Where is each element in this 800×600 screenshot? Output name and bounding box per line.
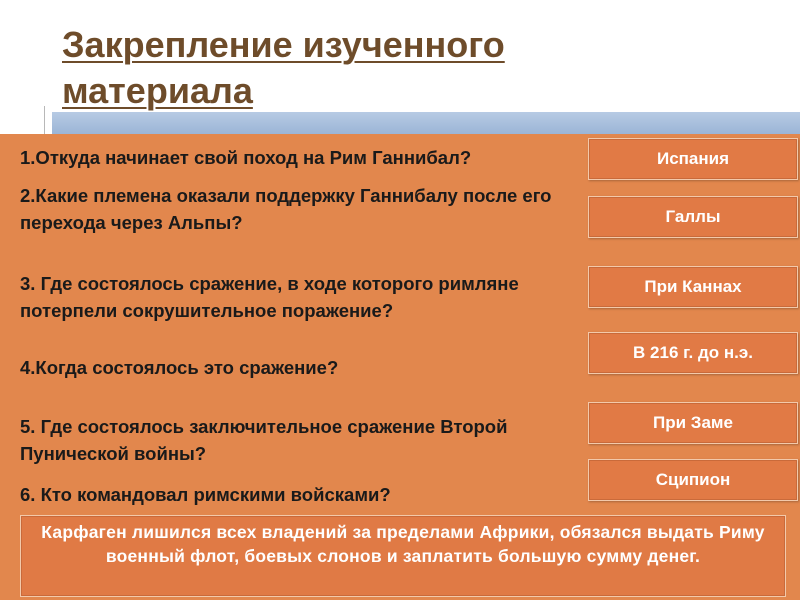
question-5-line-2: Пунической войны? [20,443,207,464]
answer-button-3[interactable]: При Каннах [588,266,798,308]
question-6: 6. Кто командовал римскими войсками? [20,484,391,505]
answer-button-5[interactable]: При Заме [588,402,798,444]
answer-button-1[interactable]: Испания [588,138,798,180]
summary-box[interactable]: Карфаген лишился всех владений за пределами Африки, обязался выдать Риму военный флот, боевых слонов и заплатить большую сумму денег. [20,515,786,597]
slide-title: Закрепление изученного материала [62,24,505,111]
header-divider-left [0,112,44,135]
answer-button-2[interactable]: Галлы [588,196,798,238]
question-2-line-2: перехода через Альпы? [20,212,243,233]
question-2-line-1: 2.Какие племена оказали поддержку Ганнибалу после его [20,185,552,206]
question-1: 1.Откуда начинает свой поход на Рим Ганнибал? [20,147,472,168]
question-3-line-2: потерпели сокрушительное поражение? [20,300,394,321]
answer-button-6[interactable]: Сципион [588,459,798,501]
question-3-line-1: 3. Где состоялось сражение, в ходе которого римляне [20,273,519,294]
header-divider-bar [52,112,800,134]
answer-button-4[interactable]: В 216 г. до н.э. [588,332,798,374]
question-5-line-1: 5. Где состоялось заключительное сражение Второй [20,416,508,437]
question-4: 4.Когда состоялось это сражение? [20,357,339,378]
header-divider-separator [44,106,45,134]
